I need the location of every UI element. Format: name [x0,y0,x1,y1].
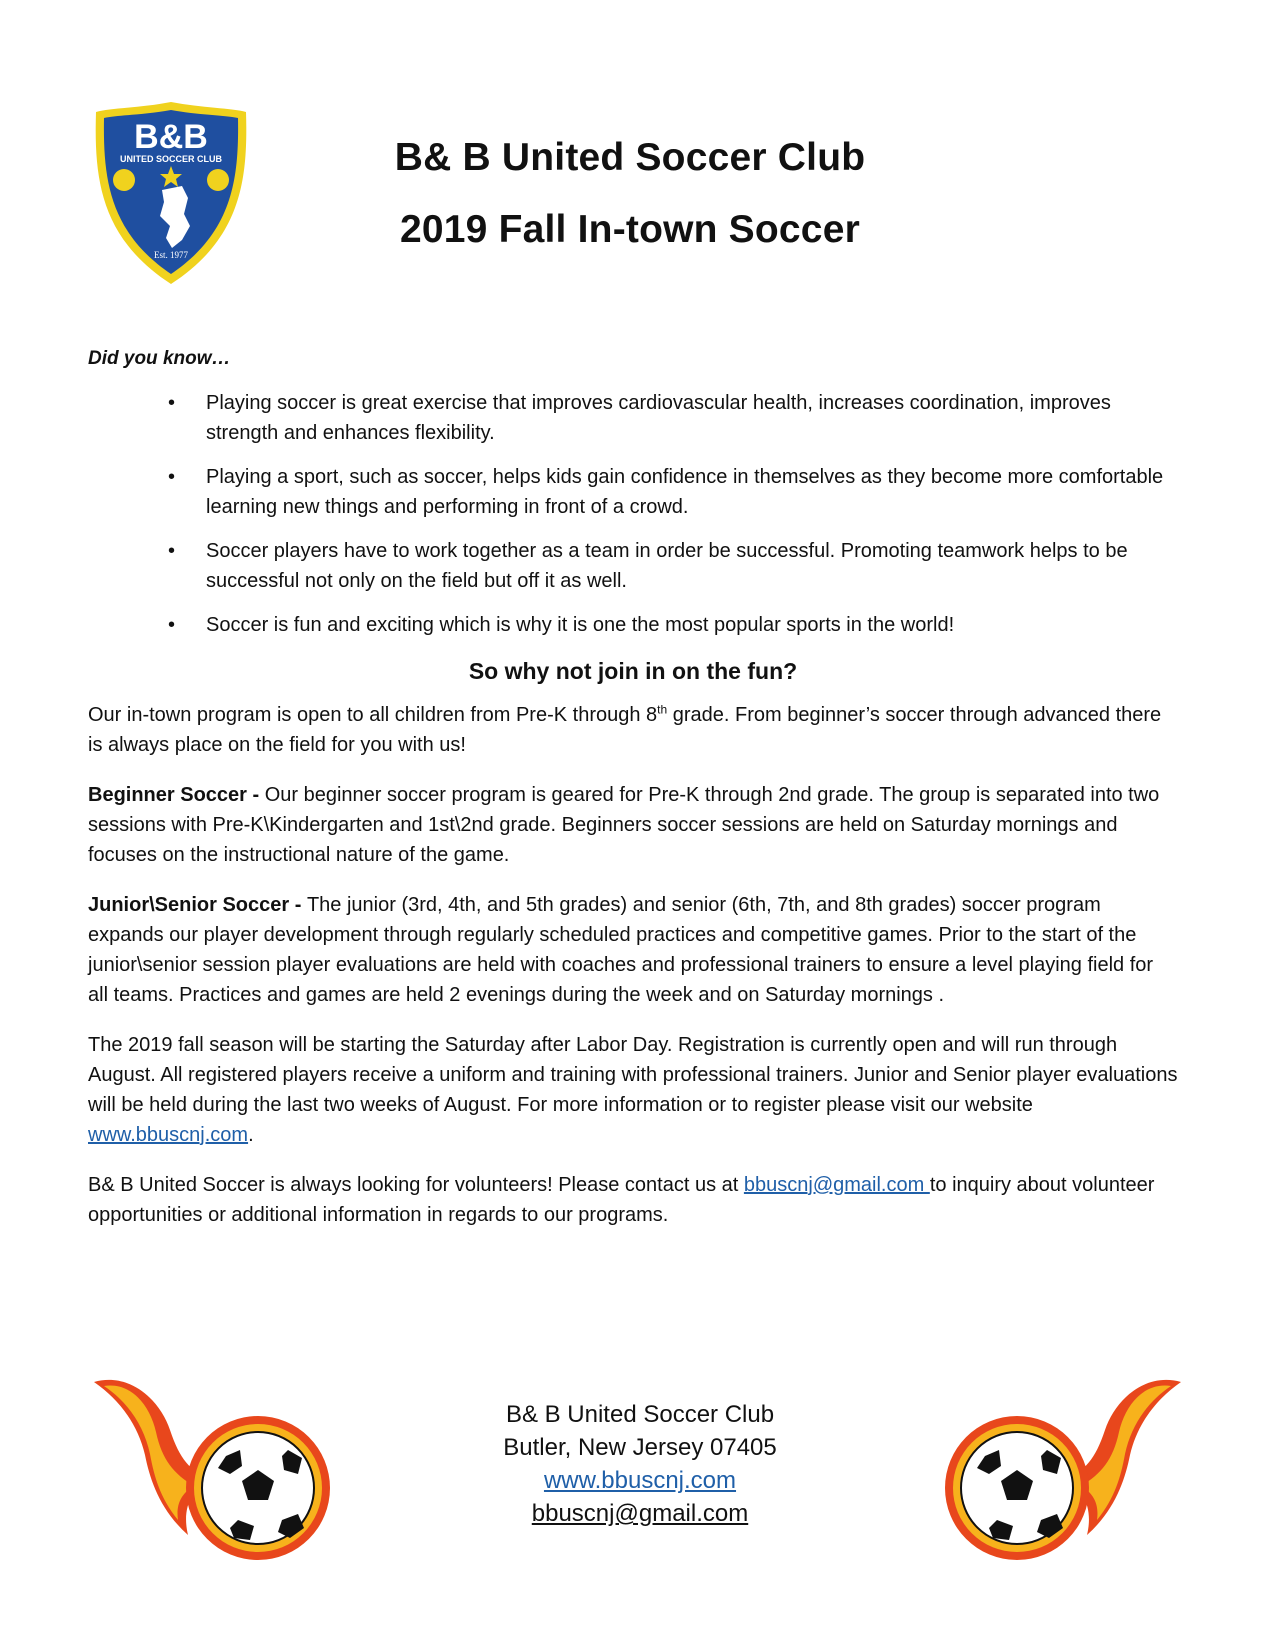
flaming-soccer-ball-icon [925,1370,1185,1560]
season-text: The 2019 fall season will be starting the Saturday after Labor Day. Registration is currently open and will run through August. All registered players receive a uniform and training with professional trainers. Junior and Senior player evaluations will be held during the last two weeks of August. For more information or to register please visit our website [88,1034,1178,1116]
email-link[interactable]: bbuscnj@gmail.com [743,1174,930,1196]
volunteer-text-end: to inquiry about volunteer opportunities or additional information in regards to our programs. [88,1174,1155,1226]
flyer-body [88,344,1178,1250]
bullet-icon: • [168,392,176,414]
bullet-icon: • [168,614,176,636]
list-item [168,462,1178,522]
program-text: Our in-town program is open to all children from Pre-K through 8 [88,704,658,726]
footer-contact [420,1398,860,1530]
beginner-text: Our beginner soccer program is geared for Pre-K through 2nd grade. The group is separated into two sessions with Pre-K\Kindergarten and 1st\2nd grade. Beginners soccer sessions are held on Saturday mornings and focuses on the instructional nature of the game. [88,784,1160,866]
junior-senior-paragraph [88,890,1178,1010]
logo-ribbon-text: UNITED SOCCER CLUB [119,154,223,164]
page-subtitle: 2019 Fall In-town Soccer [400,208,860,251]
list-item [168,610,1178,640]
program-paragraph [88,700,1178,760]
ordinal-suffix: th [657,702,668,717]
website-link[interactable]: www.bbuscnj.com [88,1124,249,1146]
junior-senior-text: The junior (3rd, 4th, and 5th grades) and senior (6th, 7th, and 8th grades) soccer program expands our player development through regularly scheduled practices and competitive games. Prior to the start of the junior\senior session player evaluations are held with coaches and professional trainers to ensure a level playing field for all teams. Practices and games are held 2 evenings during the week and on Saturday mornings . [88,894,1154,1006]
program-text-end: grade. From beginner’s soccer through advanced there is always place on the field for you with us! [88,704,1162,756]
volunteer-paragraph [88,1170,1178,1230]
list-item-text: Playing soccer is great exercise that improves cardiovascular health, increases coordination, improves strength and enhances flexibility. [206,392,1111,444]
footer-club-name: B& B United Soccer Club [505,1401,775,1428]
benefits-list [88,388,1178,640]
flaming-soccer-ball-icon [90,1370,350,1560]
footer-email[interactable]: bbuscnj@gmail.com [531,1500,749,1527]
club-logo [92,98,250,288]
footer-address: Butler, New Jersey 07405 [503,1434,777,1461]
footer-website-link[interactable]: www.bbuscnj.com [543,1467,737,1494]
junior-senior-label: Junior\Senior Soccer - [88,894,307,916]
beginner-paragraph [88,780,1178,870]
bullet-icon: • [168,466,176,488]
list-item [168,536,1178,596]
page-title: B& B United Soccer Club [394,136,866,179]
season-end: . [248,1124,254,1146]
list-item-text: Playing a sport, such as soccer, helps kids gain confidence in themselves as they become more comfortable learning new things and performing in front of a crowd. [206,466,1164,518]
beginner-label: Beginner Soccer - [88,784,265,806]
list-item-text: Soccer players have to work together as a team in order be successful. Promoting teamwork helps to be successful not only on the field but off it as well. [206,540,1128,592]
volunteer-text: B& B United Soccer is always looking for volunteers! Please contact us at [88,1174,744,1196]
bullet-icon: • [168,540,176,562]
season-paragraph [88,1030,1178,1150]
section-heading: So why not join in on the fun? [468,658,798,684]
logo-est-text: Est. 1977 [153,250,189,260]
list-item-text: Soccer is fun and exciting which is why it is one the most popular sports in the world! [206,614,955,636]
intro-lead: Did you know… [88,348,231,369]
logo-text: B&B [134,118,208,156]
list-item [168,388,1178,448]
